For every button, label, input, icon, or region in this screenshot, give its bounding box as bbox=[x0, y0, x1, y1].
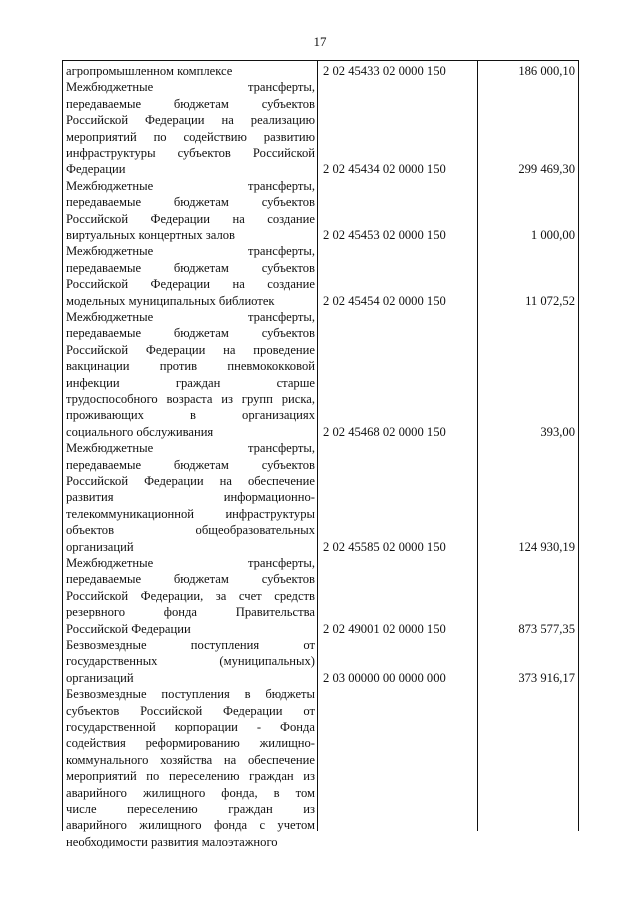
description-line: телекоммуникационной инфраструктуры bbox=[66, 506, 315, 521]
description-line: вакцинации против пневмококковой bbox=[66, 359, 315, 374]
row-description bbox=[66, 63, 315, 79]
column-divider-description-code bbox=[317, 61, 318, 831]
description-line: Межбюджетные трансферты, bbox=[66, 80, 315, 95]
description-line: инфекции граждан старше bbox=[66, 375, 315, 390]
row-description bbox=[66, 243, 315, 309]
row-description bbox=[66, 79, 315, 177]
budget-classification-code: 2 02 45453 02 0000 150 bbox=[323, 228, 446, 242]
description-line: резервного фонда Правительства bbox=[66, 605, 315, 620]
description-line: агропромышленном комплексе bbox=[66, 64, 233, 78]
row-description bbox=[66, 555, 315, 637]
budget-classification-code: 2 02 45585 02 0000 150 bbox=[323, 539, 446, 554]
description-line: Межбюджетные трансферты, bbox=[66, 178, 315, 193]
description-line: Безвозмездные поступления от bbox=[66, 638, 315, 652]
description-line: развития информационно- bbox=[66, 490, 315, 505]
row-description bbox=[66, 440, 315, 555]
amount-value: 124 930,19 bbox=[518, 539, 575, 554]
description-line: объектов общеобразовательных bbox=[66, 523, 315, 538]
page-number: 17 bbox=[313, 34, 327, 49]
description-line: Российской Федерации на создание bbox=[66, 277, 315, 292]
description-line: организаций bbox=[66, 539, 134, 554]
description-line: Межбюджетные трансферты, bbox=[66, 556, 315, 570]
row-description bbox=[66, 309, 315, 440]
description-line: инфраструктуры субъектов Российской bbox=[66, 145, 315, 160]
description-line: субъектов Российской Федерации от bbox=[66, 703, 315, 718]
description-line: Российской Федерации на обеспечение bbox=[66, 473, 315, 488]
budget-classification-code: 2 02 45468 02 0000 150 bbox=[323, 424, 446, 439]
description-line: коммунального хозяйства на обеспечение bbox=[66, 752, 315, 767]
row-description bbox=[66, 637, 315, 686]
description-line: трудоспособного возраста из групп риска, bbox=[66, 391, 315, 406]
description-line: передаваемые бюджетам субъектов bbox=[66, 195, 315, 210]
amount-value: 873 577,35 bbox=[518, 621, 575, 636]
amount-value: 1 000,00 bbox=[530, 228, 575, 242]
description-line: Российской Федерации на создание bbox=[66, 211, 315, 226]
description-line: мероприятий по содействию развитию bbox=[66, 129, 315, 144]
budget-classification-code: 2 02 45454 02 0000 150 bbox=[323, 293, 446, 308]
amount-value: 186 000,10 bbox=[518, 64, 575, 78]
row-description bbox=[66, 686, 315, 850]
description-line: числе переселению граждан из bbox=[66, 801, 315, 816]
description-line: государственной корпорации - Фонда bbox=[66, 719, 315, 734]
row-description bbox=[66, 178, 315, 244]
amount-value: 393,00 bbox=[540, 424, 575, 439]
description-line: виртуальных концертных залов bbox=[66, 227, 235, 242]
amount-value: 373 916,17 bbox=[518, 670, 575, 685]
amount-value: 299 469,30 bbox=[518, 162, 575, 177]
description-line: Безвозмездные поступления в бюджеты bbox=[66, 687, 315, 702]
description-line: государственных (муниципальных) bbox=[66, 654, 315, 669]
description-line: Федерации bbox=[66, 162, 126, 177]
description-line: модельных муниципальных библиотек bbox=[66, 293, 275, 308]
description-line: Российской Федерации на проведение bbox=[66, 342, 315, 357]
budget-classification-code: 2 02 49001 02 0000 150 bbox=[323, 621, 446, 636]
description-line: проживающих в организациях bbox=[66, 408, 315, 423]
description-line: социального обслуживания bbox=[66, 424, 214, 439]
description-line: необходимости развития малоэтажного bbox=[66, 834, 278, 849]
description-line: Межбюджетные трансферты, bbox=[66, 244, 315, 259]
description-line: передаваемые бюджетам субъектов bbox=[66, 572, 315, 587]
column-divider-code-amount bbox=[477, 61, 478, 831]
description-line: передаваемые бюджетам субъектов bbox=[66, 457, 315, 472]
description-line: аварийного жилищного фонда, в том bbox=[66, 785, 315, 800]
description-line: содействия реформированию жилищно- bbox=[66, 736, 315, 751]
description-line: передаваемые бюджетам субъектов bbox=[66, 260, 315, 275]
description-line: передаваемые бюджетам субъектов bbox=[66, 96, 315, 111]
description-line: Российской Федерации bbox=[66, 621, 191, 636]
description-line: организаций bbox=[66, 670, 134, 685]
description-line: Российской Федерации на реализацию bbox=[66, 113, 315, 128]
description-line: аварийного жилищного фонда с учетом bbox=[66, 818, 315, 833]
description-line: Российской Федерации, за счет средств bbox=[66, 588, 315, 603]
budget-classification-code: 2 03 00000 00 0000 000 bbox=[323, 670, 446, 685]
budget-classification-code: 2 02 45433 02 0000 150 bbox=[323, 64, 446, 78]
budget-classification-code: 2 02 45434 02 0000 150 bbox=[323, 162, 446, 177]
budget-table bbox=[62, 60, 579, 849]
description-line: Межбюджетные трансферты, bbox=[66, 441, 315, 456]
description-line: передаваемые бюджетам субъектов bbox=[66, 326, 315, 341]
amount-value: 11 072,52 bbox=[525, 293, 575, 308]
description-line: мероприятий по переселению граждан из bbox=[66, 769, 315, 784]
description-line: Межбюджетные трансферты, bbox=[66, 310, 315, 324]
